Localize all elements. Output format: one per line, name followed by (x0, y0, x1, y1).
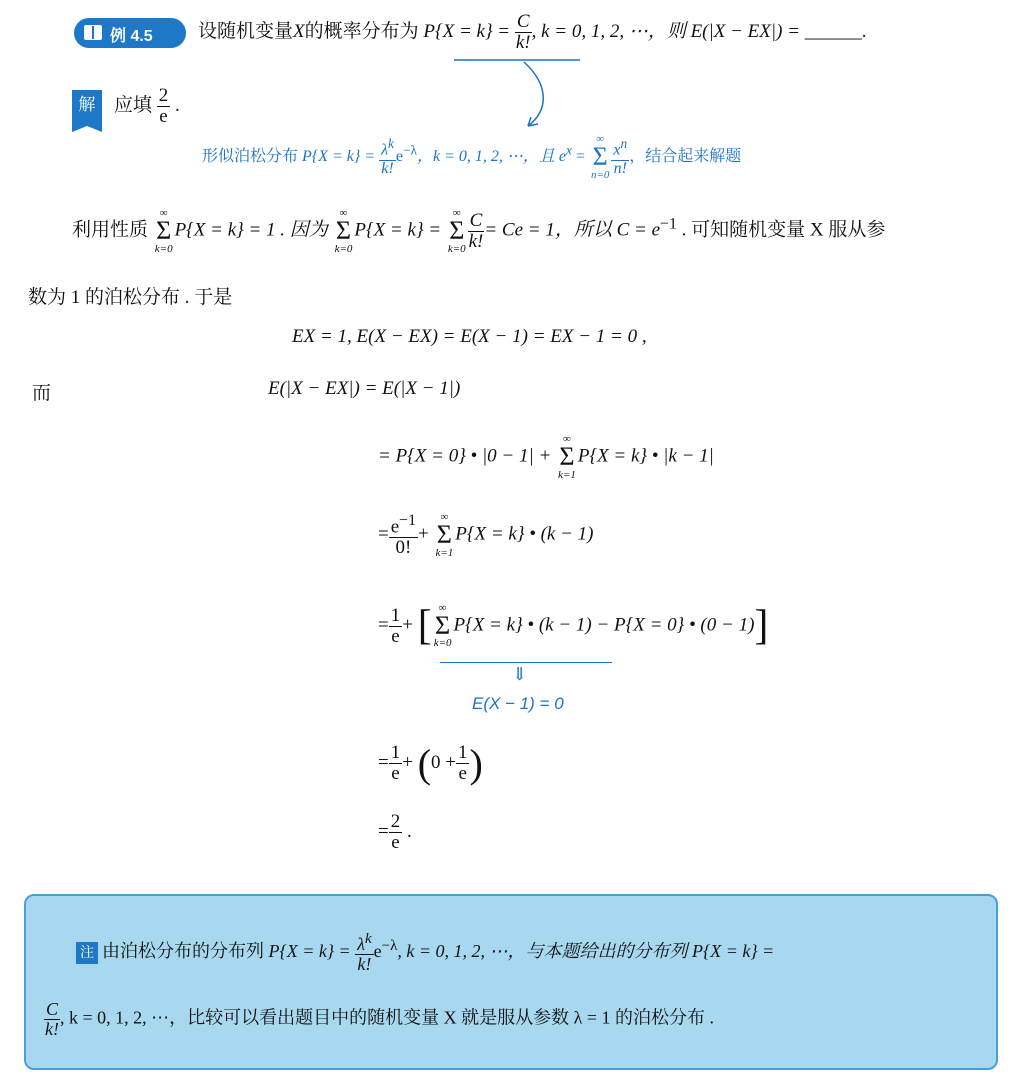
question-line: 设随机变量X的概率分布为 P{X = k} = $\frac{C}{k!}$ , k = 0, 1, 2, ⋯，则 E(|X − EX|) = ______. (198, 11, 867, 53)
question-pmf: P{X = k} = (423, 20, 511, 42)
equation-4: = $\frac{e^{-1}}{0!}$ + ∞ Σ k=1 P{X = k} • (k − 1) (378, 511, 594, 559)
equation-7: = $\frac{2}{e}$ . (378, 811, 412, 853)
example-label: 例 4.5 (110, 28, 153, 45)
question-asked: E(|X − EX|) = (690, 20, 800, 42)
solution-answer: 应填 $\frac{2}{e}$ . (114, 85, 180, 127)
paragraph-2: 数为 1 的泊松分布 . 于是 (28, 287, 233, 308)
question-fraction: $\frac{C}{k!}$ (515, 11, 531, 53)
note-line-1: 注 由泊松分布的分布列 P{X = k} = $\frac{\lambda^k}{k!}$ $e^{-\lambda}$, k = 0, 1, 2, ⋯，与本题给出的分布列 P{X = k} = (76, 932, 774, 974)
paragraph-1: 利用性质 ∞ Σ k=0 P{X = k} = 1 . 因为 ∞ Σ k=0 P{X = k} = ∞ Σ k=0 $\frac{C}{k!}$ = Ce = 1，所以 $C = e^{-1}$ . 可知随机变量 X 服从参 (72, 207, 886, 255)
note-box (24, 894, 998, 1070)
equation-6: = $\frac{1}{e}$ + (0 + $\frac{1}{e}$ ) (378, 741, 483, 786)
equation-5-underline (440, 662, 612, 663)
book-icon (84, 25, 102, 40)
note-line-2: $\frac{C}{k!}$ , k = 0, 1, 2, ⋯，比较可以看出题目中的随机变量 X 就是服从参数 λ = 1 的泊松分布 . (45, 999, 715, 1039)
example-badge (74, 18, 186, 48)
equation-1: EX = 1, E(X − EX) = E(X − 1) = EX − 1 = 0 , (292, 326, 647, 347)
label-er: 而 (32, 383, 52, 404)
answer-blank: ______. (804, 20, 867, 42)
annotation-note: 形似泊松分布 P{X = k} = $\frac{\lambda^k}{k!}$ $e^{-\lambda}$，k = 0, 1, 2, ⋯，且 $e^x$ = ∞ Σ n=0 $\frac{x^n}{n!}$ ，结合起来解题 (202, 133, 742, 181)
note-label: 注 (76, 942, 98, 964)
solution-badge: 解 (72, 90, 102, 126)
down-arrow-icon: ⇓ (512, 664, 528, 684)
equation-2: E(|X − EX|) = E(|X − 1|) (268, 378, 461, 399)
answer-fraction: $\frac{2}{e}$ (158, 85, 169, 127)
equation-5: = $\frac{1}{e}$ + [ ∞ Σ k=0 P{X = k} • (k − 1) − P{X = 0} • (0 − 1)] (378, 601, 769, 650)
annotation-arrow (440, 56, 580, 136)
equation-5-note: E(X − 1) = 0 (472, 694, 564, 713)
equation-3: = P{X = 0} • |0 − 1| + ∞ Σ k=1 P{X = k} • |k − 1| (378, 433, 714, 481)
